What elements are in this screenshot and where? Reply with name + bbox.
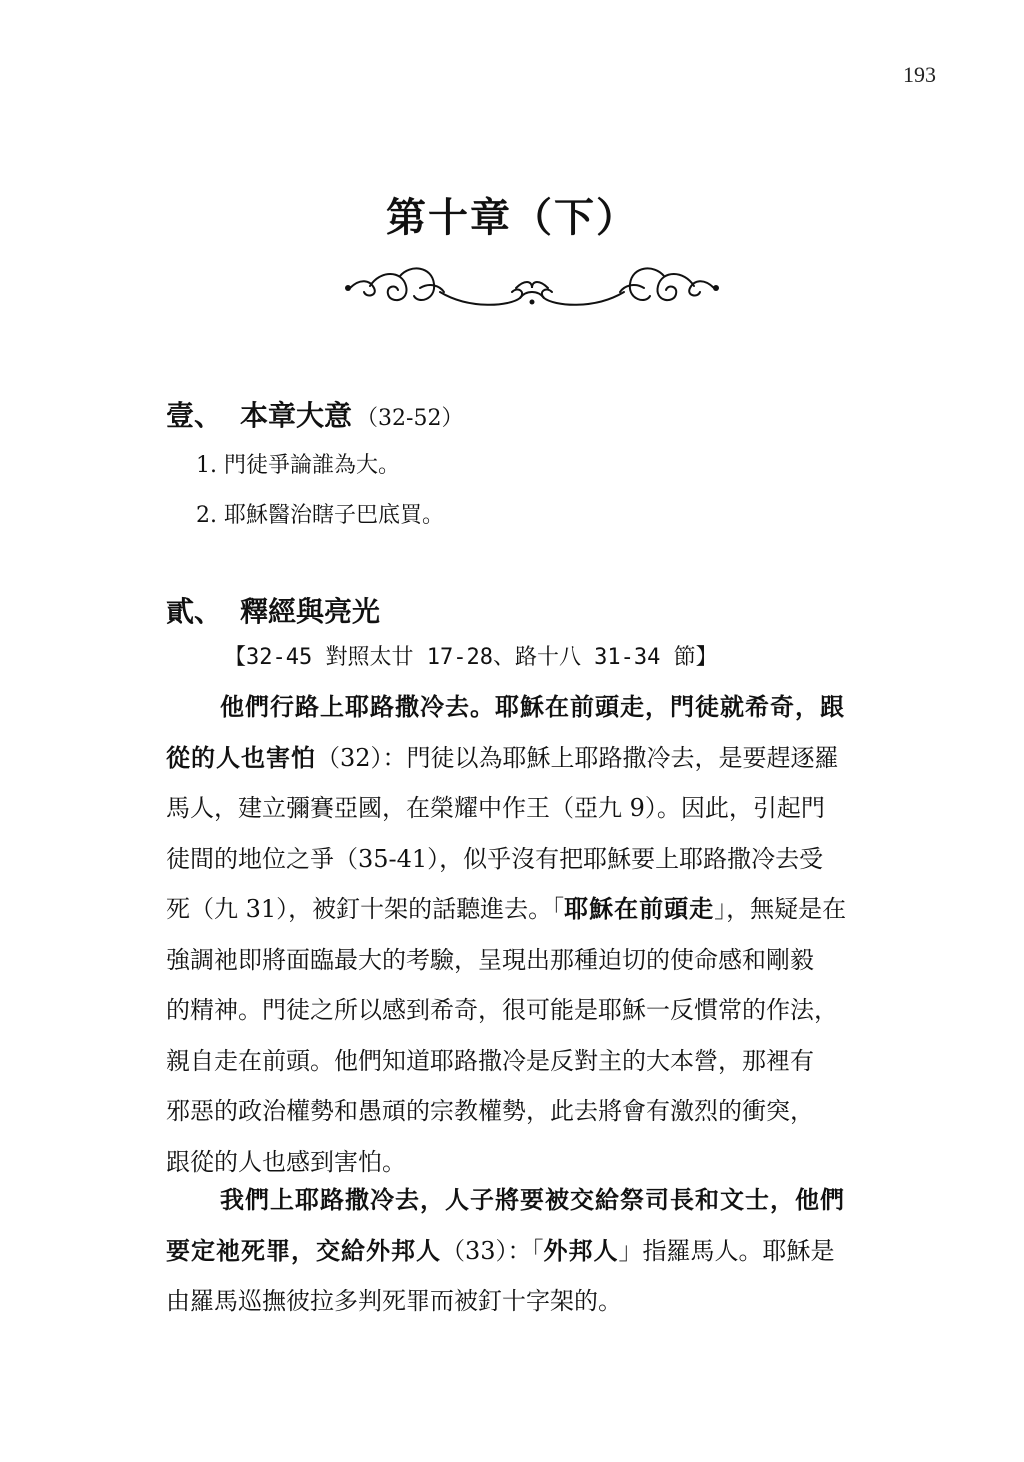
scripture-quote: 從的人也害怕 [166, 743, 316, 772]
paragraph-line: 由羅馬巡撫彼拉多判死罪而被釘十字架的。 [166, 1287, 622, 1315]
list-item: 2. 耶穌醫治瞎子巴底買。 [196, 503, 444, 528]
list-item: 1. 門徒爭論誰為大。 [196, 453, 400, 478]
paragraph-line: 強調祂即將面臨最大的考驗，呈現出那種迫切的使命感和剛毅 [166, 945, 814, 974]
paragraph-line: 徒間的地位之爭（35-41），似乎沒有把耶穌要上耶路撒冷去受 [166, 844, 824, 873]
paragraph-line [166, 1226, 906, 1277]
paragraph-line [166, 884, 906, 935]
scripture-quote: 他們行路上耶路撒冷去。耶穌在前頭走，門徒就希奇，跟 [220, 693, 845, 721]
scripture-quote: 耶穌在前頭走 [564, 895, 715, 923]
paragraph [166, 1175, 906, 1327]
commentary-text: （33）：「 [441, 1236, 544, 1265]
scripture-quote: 我們上耶路撒冷去，人子將要被交給祭司長和文士，他們 [220, 1186, 845, 1214]
section-title: 釋經與亮光 [240, 595, 381, 628]
paragraph-line [166, 1175, 906, 1226]
commentary-text: 死（九 31），被釘十架的話聽進去。「 [166, 895, 565, 923]
scripture-quote: 外邦人 [543, 1236, 619, 1265]
section-title: 本章大意 [240, 399, 353, 432]
paragraph-line [166, 682, 906, 733]
paragraph-line [166, 733, 906, 784]
paragraph-line: 親自走在前頭。他們知道耶路撒冷是反對主的大本營，那裡有 [166, 1046, 814, 1075]
scripture-quote: 要定祂死罪，交給外邦人 [166, 1236, 441, 1265]
section-heading-summary [166, 394, 463, 434]
section-number: 貳、 [166, 595, 223, 628]
section-heading-exposition [166, 590, 380, 630]
commentary-text: （32）：門徒以為耶穌上耶路撒冷去，是要趕逐羅 [316, 743, 839, 772]
paragraph-line: 邪惡的政治權勢和愚頑的宗教權勢，此去將會有激烈的衝突， [166, 1097, 814, 1125]
commentary-text: 」指羅馬人。耶穌是 [618, 1236, 835, 1265]
verse-range: （32-52） [356, 406, 464, 431]
paragraph [166, 682, 906, 1187]
flourish-ornament-icon [340, 258, 724, 314]
cross-reference: 【32-45 對照太廿 17-28、路十八 31-34 節】 [224, 645, 718, 670]
chapter-title: 第十章（下） [386, 194, 638, 241]
paragraph-line: 馬人，建立彌賽亞國，在榮耀中作王（亞九 9）。因此，引起門 [166, 794, 825, 822]
commentary-text: 」，無疑是在 [714, 895, 847, 923]
paragraph-line: 跟從的人也感到害怕。 [166, 1147, 406, 1176]
page-number: 193 [903, 62, 936, 87]
section-number: 壹、 [166, 399, 223, 432]
paragraph-line: 的精神。門徒之所以感到希奇，很可能是耶穌一反慣常的作法， [166, 996, 838, 1024]
